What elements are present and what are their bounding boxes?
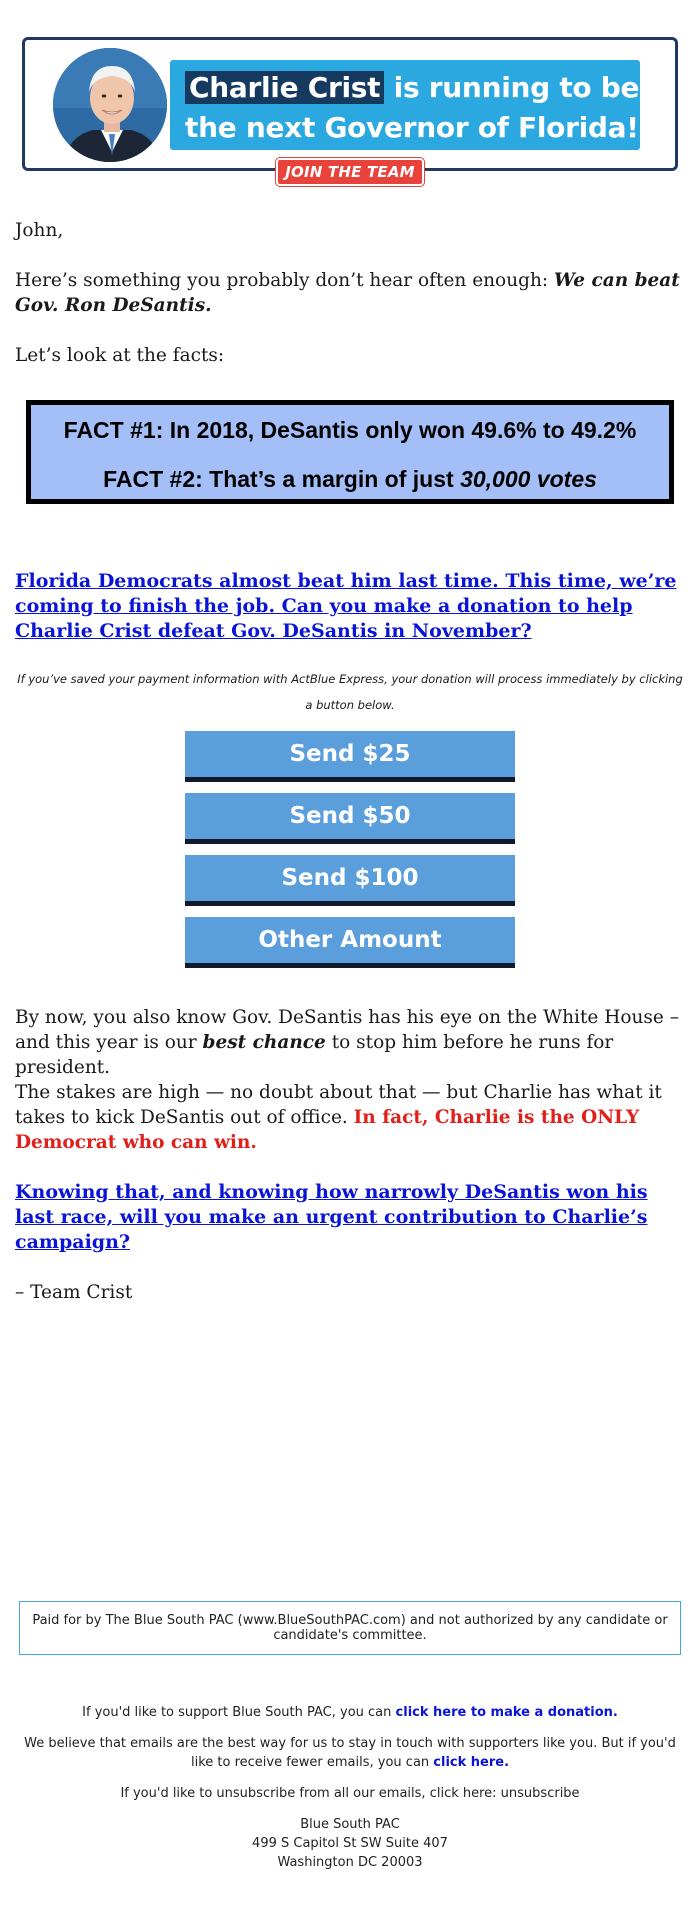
donate-link-paragraph-1 — [15, 569, 685, 644]
make-donation-link[interactable]: click here to make a donation. — [395, 1705, 618, 1720]
best-chance-emphasis: best chance — [202, 1032, 326, 1053]
address-street: 499 S Capitol St SW Suite 407 — [252, 1836, 448, 1851]
address-city: Washington DC 20003 — [277, 1855, 423, 1870]
facts-intro: Let’s look at the facts: — [15, 345, 225, 366]
fact-2 — [31, 466, 669, 493]
other-amount-button[interactable]: Other Amount — [185, 917, 515, 968]
send-50-button[interactable]: Send $50 — [185, 793, 515, 844]
fact-box — [26, 400, 674, 504]
headline-rest: is running to be the next Governor of Florida! — [185, 71, 640, 144]
donate-link-paragraph-2 — [15, 1180, 685, 1255]
banner-headline — [185, 68, 640, 148]
white-house-text-b: to stop him before he runs for president. — [15, 1032, 614, 1078]
white-house-paragraph — [15, 1005, 685, 1080]
send-100-button[interactable]: Send $100 — [185, 855, 515, 906]
header-banner[interactable] — [22, 37, 678, 171]
intro-text: Here’s something you probably don’t hear often enough: — [15, 270, 554, 291]
candidate-name: Charlie Crist — [185, 71, 384, 104]
support-line — [15, 1703, 685, 1722]
join-the-team-button[interactable]: JOIN THE TEAM — [276, 158, 424, 186]
fewer-emails-line — [15, 1734, 685, 1772]
intro-emphasis: We can beat Gov. Ron DeSantis. — [15, 270, 680, 316]
unsubscribe-line[interactable]: If you'd like to unsubscribe from all our emails, click here: unsubscribe — [120, 1786, 580, 1801]
signoff: – Team Crist — [15, 1282, 133, 1303]
actblue-note: If you’ve saved your payment information with ActBlue Express, your donation will process immediately by clicking a button below. — [17, 672, 683, 712]
stakes-text: The stakes are high — no doubt about that — but Charlie has what it takes to kick DeSantis out of office. — [15, 1082, 662, 1128]
fewer-emails-link[interactable]: click here. — [433, 1755, 510, 1770]
white-house-text-a: By now, you also know Gov. DeSantis has his eye on the White House – and this year is our — [15, 1007, 679, 1053]
only-democrat-emphasis: In fact, Charlie is the ONLY Democrat who can win. — [15, 1107, 640, 1153]
fewer-emails-text: We believe that emails are the best way for us to stay in touch with supporters like you. But if you'd like to receive fewer emails, you can — [24, 1736, 676, 1770]
send-25-button[interactable]: Send $25 — [185, 731, 515, 782]
support-text: If you'd like to support Blue South PAC, you can — [82, 1705, 396, 1720]
paid-for-disclaimer: Paid for by The Blue South PAC (www.BlueSouthPAC.com) and not authorized by any candidate or candidate's committee. — [19, 1601, 681, 1655]
fact-1: FACT #1: In 2018, DeSantis only won 49.6% to 49.2% — [63, 417, 637, 443]
stakes-paragraph — [15, 1080, 685, 1155]
fact-2-emphasis: 30,000 votes — [460, 466, 597, 492]
donate-link-1[interactable]: Florida Democrats almost beat him last time. This time, we’re coming to finish the job. Can you make a donation to help Charlie Crist defeat Gov. DeSantis in November? — [15, 570, 677, 642]
portrait-icon — [51, 46, 169, 164]
greeting: John, — [15, 220, 64, 241]
intro-paragraph — [15, 268, 685, 318]
address-name: Blue South PAC — [300, 1817, 400, 1832]
donate-link-2[interactable]: Knowing that, and knowing how narrowly DeSantis won his last race, will you make an urgent contribution to Charlie’s campaign? — [15, 1181, 648, 1253]
fact-2-text: FACT #2: That’s a margin of just — [103, 466, 461, 492]
